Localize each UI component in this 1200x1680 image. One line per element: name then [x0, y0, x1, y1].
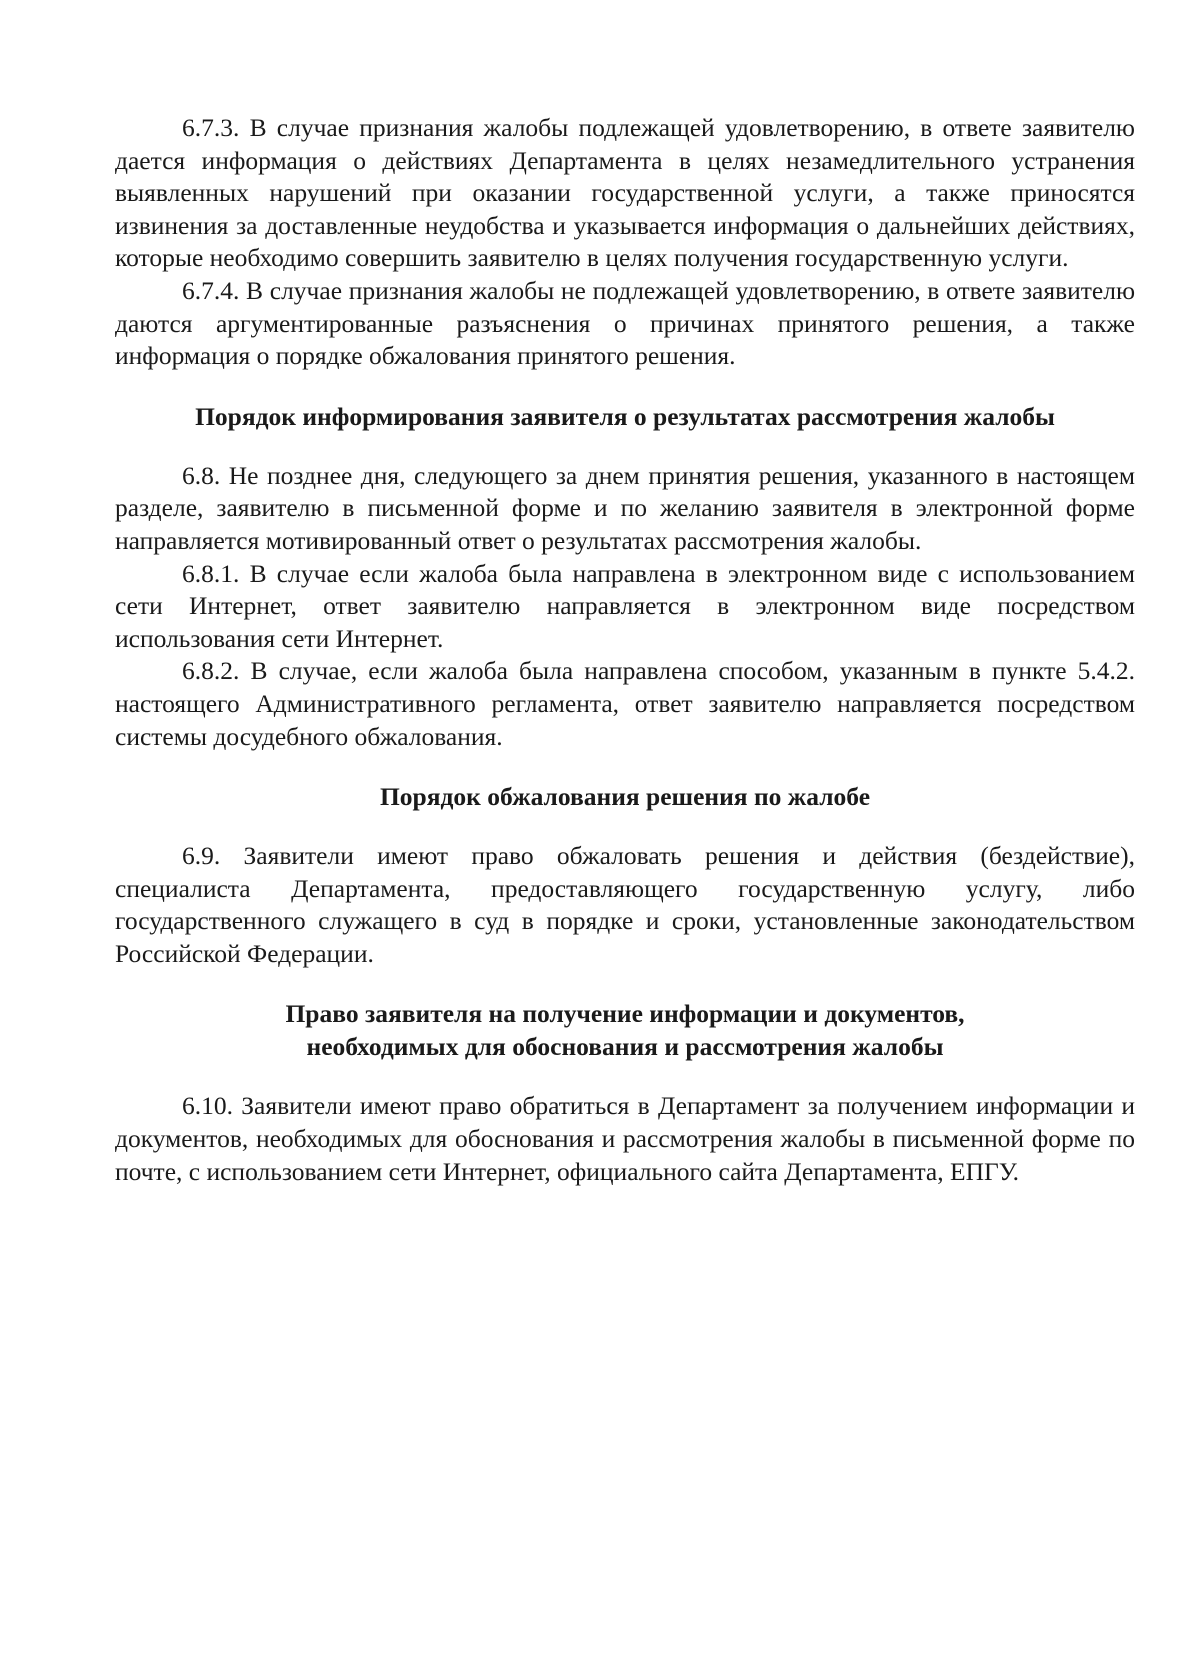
- heading-line: Порядок обжалования решения по жалобе: [379, 782, 871, 812]
- paragraph-6-8-2: 6.8.2. В случае, если жалоба была направлена способом, указанным в пункте 5.4.2. настоящего Административного регламента, ответ заявителю направляется посредством системы досудебного обжалования.: [115, 656, 1135, 751]
- paragraph-6-9: 6.9. Заявители имеют право обжаловать решения и действия (бездействие), специалиста Департамента, предоставляющего государственную услугу, либо государственного служащего в суд в порядке и сроки, установленные законодательством Российской Федерации.: [115, 841, 1135, 968]
- paragraph-6-8: 6.8. Не позднее дня, следующего за днем принятия решения, указанного в настоящем разделе, заявителю в письменной форме и по желанию заявителя в электронной форме направляется мотивированный ответ о результатах рассмотрения жалобы.: [115, 460, 1135, 555]
- section-heading-informing: [115, 400, 1135, 433]
- heading-line: Право заявителя на получение информации и документов,: [285, 999, 965, 1029]
- paragraph-6-7-3: 6.7.3. В случае признания жалобы подлежащей удовлетворению, в ответе заявителю дается информация о действиях Департамента в целях незамедлительного устранения выявленных нарушений при оказании государственной услуги, а также приносятся извинения за доставленные неудобства и указывается информация о дальнейших действиях, которые необходимо совершить заявителю в целях получения государственную услуги.: [115, 113, 1135, 273]
- section-heading-right-to-information: [115, 997, 1135, 1063]
- paragraph-6-8-1: 6.8.1. В случае если жалоба была направлена в электронном виде с использованием сети Интернет, ответ заявителю направляется в электронном виде посредством использования сети Интернет.: [115, 558, 1135, 653]
- heading-line: необходимых для обоснования и рассмотрения жалобы: [306, 1032, 944, 1062]
- section-heading-appeal: [115, 780, 1135, 813]
- paragraph-6-7-4: 6.7.4. В случае признания жалобы не подлежащей удовлетворению, в ответе заявителю даются аргументированные разъяснения о причинах принятого решения, а также информация о порядке обжалования принятого решения.: [115, 275, 1135, 371]
- heading-line: Порядок информирования заявителя о результатах рассмотрения жалобы: [195, 401, 1055, 431]
- paragraph-6-10: 6.10. Заявители имеют право обратиться в Департамент за получением информации и документов, необходимых для обоснования и рассмотрения жалобы в письменной форме по почте, с использованием сети Интернет, официального сайта Департамента, ЕПГУ.: [115, 1091, 1135, 1186]
- document-page: [115, 112, 1135, 1188]
